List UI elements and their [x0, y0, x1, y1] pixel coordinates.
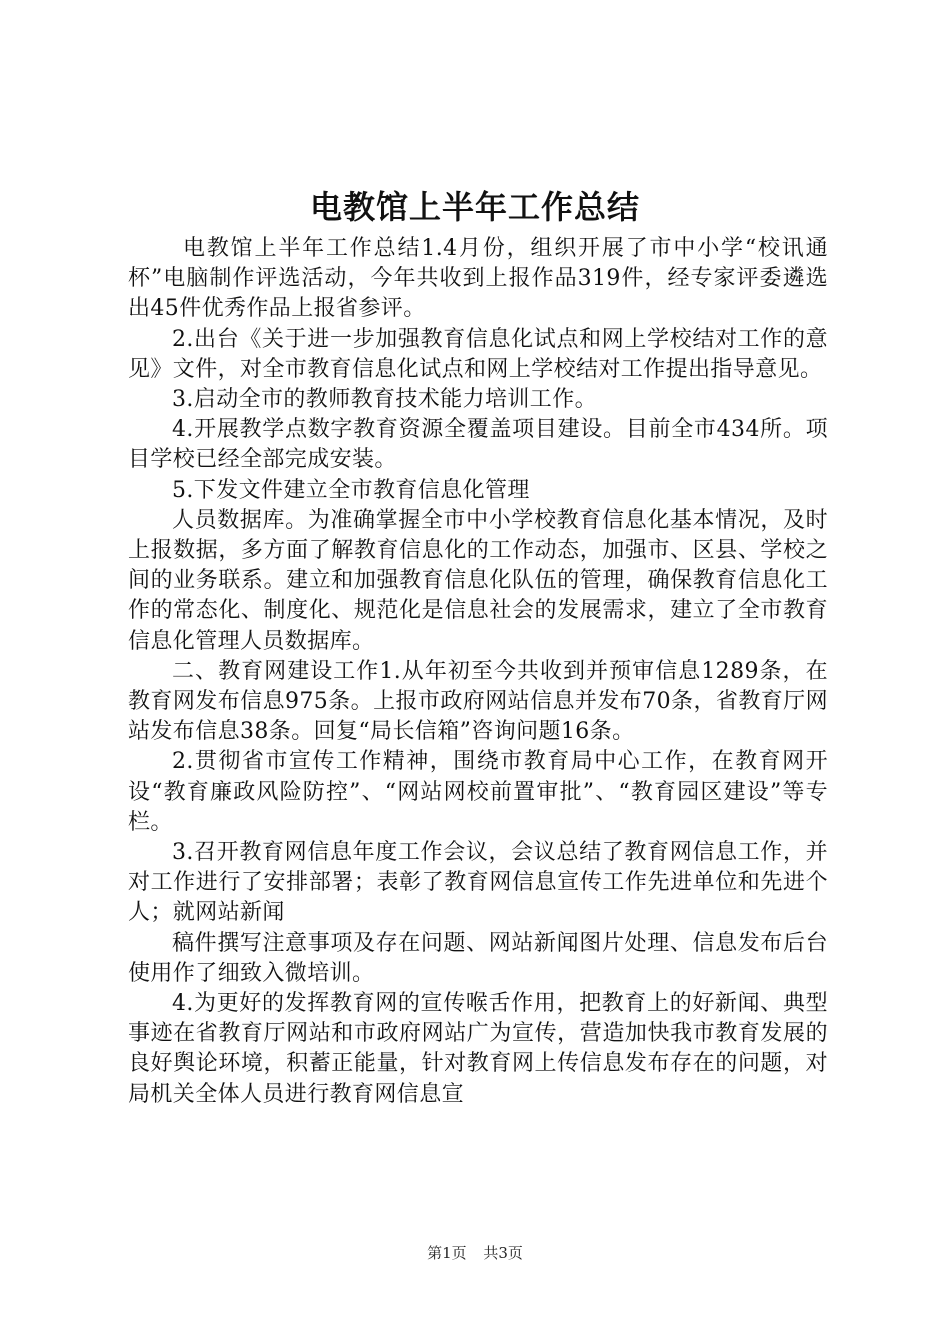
paragraph-item-3: 3.启动全市的教师教育技术能力培训工作。: [172, 387, 597, 413]
paragraph-section-2-item-4: 4.为更好的发挥教育网的宣传喉舌作用，把教育上的好新闻、典型事迹在省教育厅网站和市政府网站广为宣传，营造加快我市教育发展的良好舆论环境，积蓄正能量，针对教育网上传信息发布存在的问题，对局机关全体人员进行教育网信息宣: [128, 991, 828, 1107]
page-number: 第1页: [427, 1244, 467, 1262]
document-body: [128, 234, 828, 1110]
document-title: 电教馆上半年工作总结: [309, 188, 640, 226]
paragraph-section-2-item-3: 3.召开教育网信息年度工作会议，会议总结了教育网信息工作，并对工作进行了安排部署；表彰了教育网信息宣传工作先进单位和先进个人；就网站新闻: [128, 840, 828, 926]
paragraph-item-5-cont: 人员数据库。为准确掌握全市中小学校教育信息化基本情况，及时上报数据，多方面了解教育信息化的工作动态，加强市、区县、学校之间的业务联系。建立和加强教育信息化队伍的管理，确保教育信息化工作的常态化、制度化、规范化是信息社会的发展需求，建立了全市教育信息化管理人员数据库。: [128, 507, 828, 654]
paragraph-section-2: 二、教育网建设工作1.从年初至今共收到并预审信息1289条，在教育网发布信息975条。上报市政府网站信息并发布70条，省教育厅网站发布信息38条。回复“局长信箱”咨询问题16条。: [128, 658, 828, 745]
paragraph-section-2-item-2: 2.贯彻省市宣传工作精神，围绕市教育局中心工作，在教育网开设“教育廉政风险防控”、“网站网校前置审批”、“教育园区建设”等专栏。: [128, 749, 828, 835]
page-footer: [0, 1243, 950, 1263]
page-total: 共3页: [483, 1244, 523, 1262]
paragraph-intro: 电教馆上半年工作总结1.4月份，组织开展了市中小学“校讯通杯”电脑制作评选活动，今年共收到上报作品319件，经专家评委遴选出45件优秀作品上报省参评。: [128, 236, 828, 322]
paragraph-item-2: 2.出台《关于进一步加强教育信息化试点和网上学校结对工作的意见》文件，对全市教育信息化试点和网上学校结对工作提出指导意见。: [128, 326, 828, 382]
paragraph-section-2-item-3-cont: 稿件撰写注意事项及存在问题、网站新闻图片处理、信息发布后台使用作了细致入微培训。: [128, 930, 828, 986]
paragraph-item-4: 4.开展教学点数字教育资源全覆盖项目建设。目前全市434所。项目学校已经全部完成安装。: [128, 417, 828, 473]
paragraph-item-5: 5.下发文件建立全市教育信息化管理: [172, 477, 530, 503]
